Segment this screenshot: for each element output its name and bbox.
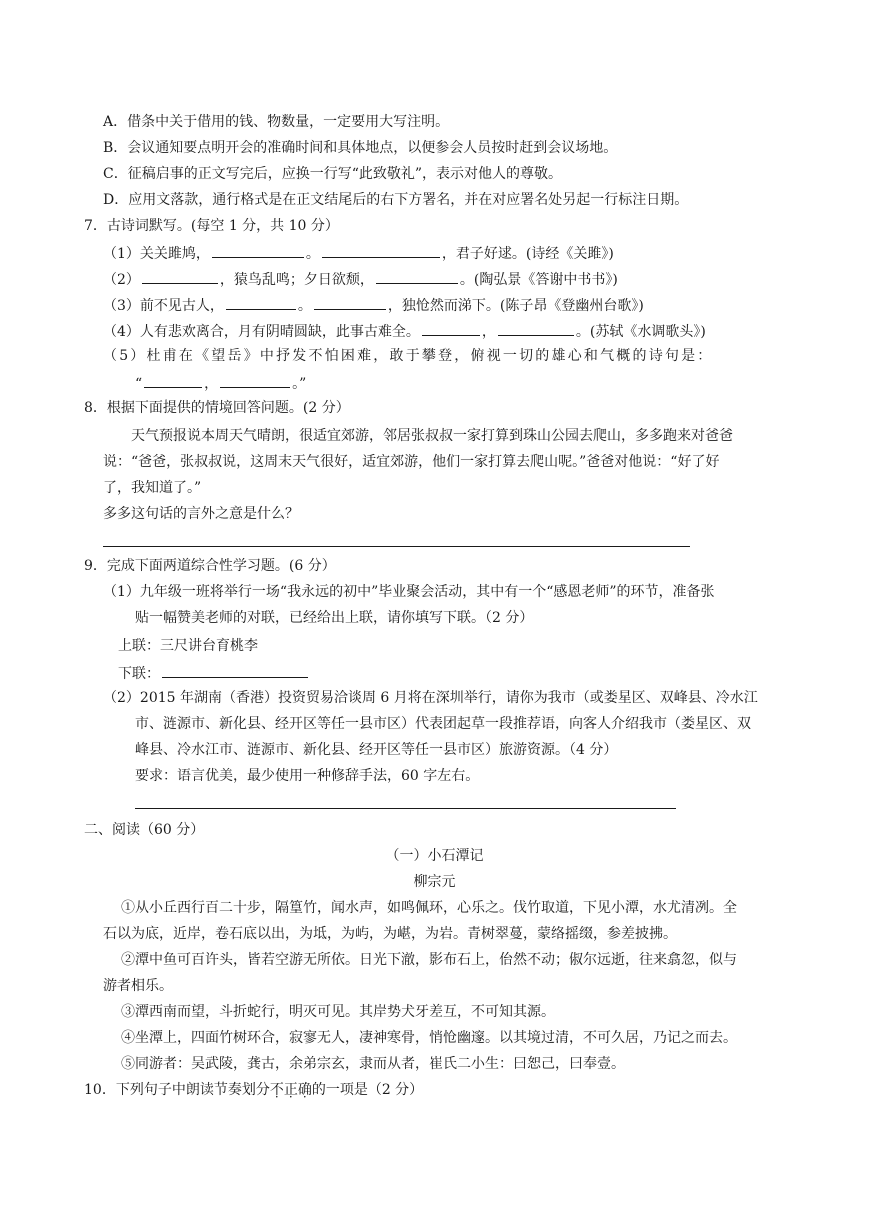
emphasis-char: 正 (283, 1082, 298, 1098)
passage-line: 石以为底，近岸，卷石底以出，为坻，为屿，为嵁，为岩。青树翠蔓，蒙络摇缀，参差披拂。 (103, 926, 677, 942)
q8-paragraph-line: 说：“爸爸，张叔叔说，这周末天气很好，适宜郊游，他们一家打算去爬山呢。”爸爸对他说：“好了好 (103, 454, 720, 470)
emphasis-char: 确 (297, 1082, 312, 1098)
couplet-answer-blank[interactable] (162, 662, 308, 678)
q8-paragraph-line: 了，我知道了。” (103, 480, 202, 496)
answer-blank[interactable] (314, 294, 386, 310)
passage-line: ⑤同游者：吴武陵，龚古，余弟宗玄，隶而从者，崔氏二小生：曰恕己，曰奉壹。 (121, 1056, 625, 1072)
answer-blank[interactable] (498, 320, 574, 336)
q10-title: 10．下列句子中朗读节奏划分不正确的一项是（2 分） (84, 1082, 424, 1098)
q9-sub2-line: （2）2015 年湖南（香港）投资贸易洽谈周 6 月将在深圳举行，请你为我市（或娄星区、双峰县、冷水江 (103, 690, 758, 706)
q8-question: 多多这句话的言外之意是什么？ (103, 506, 299, 522)
q7-line-3: （3）前不见古人， 。 ，独怆然而涕下。(陈子昂《登幽州台歌》) (103, 294, 644, 316)
passage-line: 游者相乐。 (103, 978, 173, 994)
answer-blank[interactable] (226, 294, 296, 310)
answer-blank[interactable] (322, 242, 440, 258)
couplet-upper: 上联：三尺讲台育桃李 (118, 638, 258, 654)
q7-title: 7．古诗词默写。(每空 1 分，共 10 分） (84, 218, 339, 234)
q7-line-4: （4）人有悲欢离合，月有阴晴圆缺，此事古难全。 ， 。(苏轼《水调歌头》) (103, 320, 706, 342)
q7-line-5-answer: “ ， 。” (135, 372, 306, 394)
q9-requirement: 要求：语言优美，最少使用一种修辞手法，60 字左右。 (135, 768, 480, 784)
answer-blank[interactable] (376, 268, 458, 284)
q7-line-1: （1）关关雎鸠， 。 ，君子好逑。(诗经《关雎》) (103, 242, 614, 264)
answer-blank[interactable] (144, 372, 202, 388)
passage-line: ④坐潭上，四面竹树环合，寂寥无人，凄神寒骨，悄怆幽邃。以其境过清，不可久居，乃记之而去。 (121, 1030, 737, 1046)
option-a: A．借条中关于借用的钱、物数量，一定要用大写注明。 (103, 114, 450, 130)
answer-blank[interactable] (212, 242, 304, 258)
passage-title: （一）小石潭记 (385, 848, 484, 864)
option-b: B．会议通知要点明开会的准确时间和具体地点，以便参会人员按时赶到会议场地。 (103, 140, 618, 156)
couplet-lower: 下联： (118, 662, 310, 684)
answer-blank[interactable] (422, 320, 480, 336)
option-c: C．征稿启事的正文写完后，应换一行写“此致敬礼”，表示对他人的尊敬。 (103, 166, 563, 182)
passage-line: ①从小丘西行百二十步，隔篁竹，闻水声，如鸣佩环，心乐之。伐竹取道，下见小潭，水尤清冽。全 (121, 900, 737, 916)
q9-title: 9．完成下面两道综合性学习题。(6 分） (84, 558, 336, 574)
q9-sub2-line: 峰县、冷水江市、涟源市、新化县、经开区等任一县市区）旅游资源。（4 分） (135, 742, 618, 758)
answer-blank[interactable] (142, 268, 218, 284)
q8-answer-line[interactable] (103, 546, 690, 547)
q9-answer-line[interactable] (135, 808, 676, 809)
q8-title: 8．根据下面提供的情境回答问题。(2 分） (84, 400, 350, 416)
passage-line: ②潭中鱼可百许头，皆若空游无所依。日光下澈，影布石上，佁然不动；俶尔远逝，往来翕忽，似与 (121, 952, 737, 968)
q9-sub1-line: 贴一幅赞美老师的对联，已经给出上联，请你填写下联。（2 分） (135, 610, 534, 626)
option-d: D．应用文落款，通行格式是在正文结尾后的右下方署名，并在对应署名处另起一行标注日期。 (103, 192, 689, 208)
q9-sub2-line: 市、涟源市、新化县、经开区等任一县市区）代表团起草一段推荐语，向客人介绍我市（娄星区、双 (135, 716, 751, 732)
answer-blank[interactable] (220, 372, 290, 388)
passage-author: 柳宗元 (413, 874, 456, 890)
q9-sub1-line: （1）九年级一班将举行一场“我永远的初中”毕业聚会活动，其中有一个“感恩老师”的环节，准备张 (103, 584, 715, 600)
emphasis-char: 不 (269, 1082, 284, 1098)
q8-paragraph-line: 天气预报说本周天气晴朗，很适宜郊游，邻居张叔叔一家打算到珠山公园去爬山，多多跑来对爸爸 (131, 428, 733, 444)
section-heading: 二、阅读（60 分） (84, 822, 205, 838)
q7-line-5: （5）杜甫在《望岳》中抒发不怕困难，敢于攀登，俯视一切的雄心和气概的诗句是： (103, 348, 714, 364)
q7-line-2: （2） ，猿鸟乱鸣；夕日欲颓， 。(陶弘景《答谢中书书》) (103, 268, 618, 290)
passage-line: ③潭西南而望，斗折蛇行，明灭可见。其岸势犬牙差互，不可知其源。 (121, 1004, 555, 1020)
